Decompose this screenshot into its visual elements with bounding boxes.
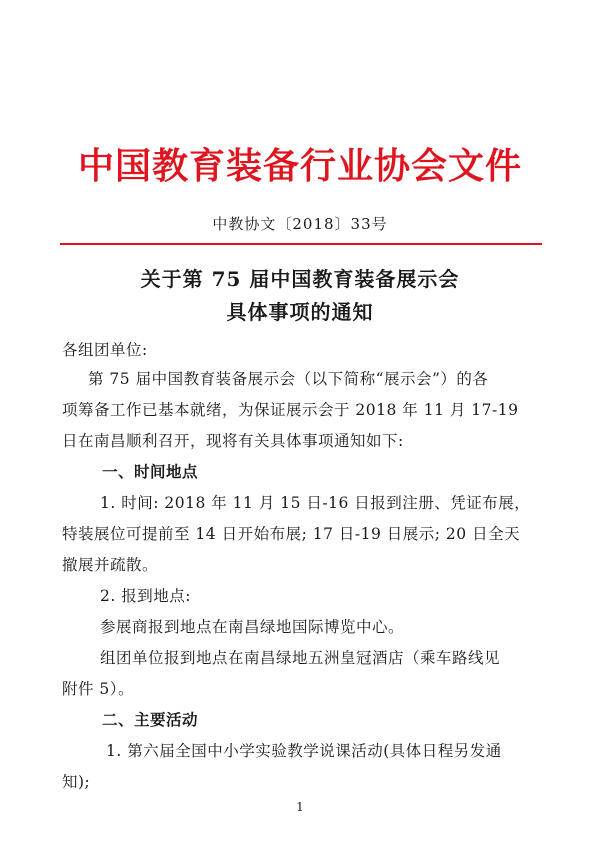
item1-line-3: 撤展并疏散。 [62,556,159,574]
activity1-line-2: 知); [62,773,91,791]
section-heading-time-place: 一、时间地点 [102,462,199,481]
item1-line-2: 特装展位可提前至 14 日开始布展; 17 日-19 日展示; 20 日全天 [62,525,521,543]
activity1-line-1: 1. 第六届全国中小学实验教学说课活动(具体日程另发通 [106,742,502,760]
item2-line-2: 组团单位报到地点在南昌绿地五洲皇冠酒店（乘车路线见 [100,649,501,667]
item2-line-1: 参展商报到地点在南昌绿地国际博览中心。 [100,618,405,636]
item2-line-3: 附件 5）。 [62,680,135,698]
salutation: 各组团单位: [62,341,148,359]
org-header-title: 中国教育装备行业协会文件 [77,145,522,187]
page-number: 1 [296,800,304,814]
intro-line-2: 项筹备工作已基本就绪，为保证展示会于 2018 年 11 月 17-19 [62,401,519,419]
document-number: 中教协文〔2018〕33号 [212,215,388,233]
notice-title-line2: 具体事项的通知 [226,300,374,324]
intro-line-1: 第 75 届中国教育装备展示会（以下简称“展示会”）的各 [88,370,489,388]
item1-line-1: 1. 时间: 2018 年 11 月 15 日-16 日报到注册、凭证布展， [100,494,531,512]
section-heading-activities: 二、主要活动 [102,710,199,729]
red-divider [60,243,542,245]
item2-heading: 2. 报到地点: [100,587,191,605]
intro-line-3: 日在南昌顺利召开，现将有关具体事项通知如下: [62,432,404,450]
notice-title-line1: 关于第 75 届中国教育装备展示会 [140,267,460,291]
